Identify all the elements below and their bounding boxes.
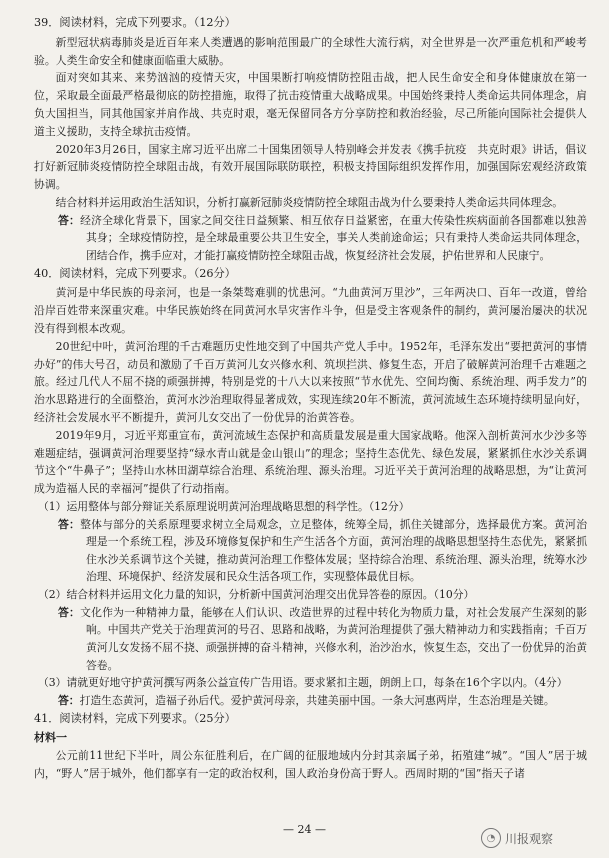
question-41-header: 41．阅读材料，完成下列要求。（25分） xyxy=(34,711,236,725)
q40-sub3-answer-text: 打造生态黄河，造福子孙后代。爱护黄河母亲，共建美丽中国。一条大河惠两岸，生态治理是关键。 xyxy=(79,694,555,708)
q40-paragraph-1: 黄河是中华民族的母亲河，也是一条桀骜难驯的忧患河。“九曲黄河万里沙”，三年两决口、百年一改道，曾给沿岸百姓带来深重灾难。中华民族始终在同黄河水旱灾害作斗争，但是受主客观条件的制约，黄河屡治屡决的状况没有得到根本改观。 xyxy=(34,286,587,335)
watermark xyxy=(481,828,553,848)
q41-material-title: 材料一 xyxy=(34,731,67,745)
watermark-text: 川报观察 xyxy=(505,831,554,846)
question-39-header: 39．阅读材料，完成下列要求。（12分） xyxy=(34,16,236,29)
q40-sub2-answer xyxy=(34,604,587,674)
q39-paragraph-3: 2020年3月26日，国家主席习近平出席二十国集团领导人特别峰会并发表《携手抗疫 共克时艰》讲话，倡议打好新冠肺炎疫情防控全球阻击战，有效开展国际联防联控，积极支持国际组织发挥作用，加强国际宏观经济政策协调。 xyxy=(34,142,587,192)
q40-sub3-question: （3）请就更好地守护黄河撰写两条公益宣传广告用语。要求紧扣主题，朗朗上口，每条在16个字以内。（4分） xyxy=(38,676,568,690)
q39-paragraph-1: 新型冠状病毒肺炎是近百年来人类遭遇的影响范围最广的全球性大流行病，对全世界是一次严重危机和严峻考验。人类生命安全和健康面临重大威胁。 xyxy=(34,35,587,67)
answer-label: 答： xyxy=(58,213,81,227)
q39-answer-text: 经济全球化背景下，国家之间交往日益频繁、相互依存日益紧密，在重大传染性疾病面前各国都难以独善其身；全球疫情防控，是全球最重要公共卫生安全，事关人类前途命运；只有秉持人类命运共同体理念，团结合作，携手应对，才能打赢疫情防控全球阻击战，恢复经济社会发展，护佑世界和人民康宁。 xyxy=(80,213,588,262)
q41-paragraph-1: 公元前11世纪下半叶，周公东征胜利后，在广阔的征服地域内分封其亲属子弟，拓殖建“城”。“国人”居于城内，“野人”居于城外，他们都享有一定的政治权利，国人政治身份高于野人。西周时期的“国”指天子诸 xyxy=(34,749,587,781)
q40-sub2-question: （2）结合材料并运用文化力量的知识，分析新中国黄河治理交出优异答卷的原因。（10分） xyxy=(38,588,475,602)
q40-sub2-answer-text: 文化作为一种精神力量，能够在人们认识、改造世界的过程中转化为物质力量，对社会发展产生深刻的影响。中国共产党关于治理黄河的号召、思路和战略，为黄河治理提供了强大精神动力和实践指南；千百万黄河儿女发扬不屈不挠、顽强拼搏的奋斗精神，兴修水利，治沙治水，恢复生态，交出了一份优异的治黄答卷。 xyxy=(80,605,588,672)
q40-paragraph-3: 2019年9月，习近平郑重宣布，黄河流域生态保护和高质量发展是重大国家战略。他深入剖析黄河水少沙多等难题症结，强调黄河治理要坚持“绿水青山就是金山银山”的理念；坚持生态优先、绿色发展，紧紧抓住水沙关系调节这个“牛鼻子”；坚持山水林田湖草综合治理、系统治理、源头治理。习近平关于黄河治理的战略思想，为“让黄河成为造福人民的幸福河”提供了行动指南。 xyxy=(34,428,587,496)
q40-sub3-answer xyxy=(34,692,587,710)
question-40-header: 40．阅读材料，完成下列要求。（26分） xyxy=(34,266,236,280)
answer-label: 答： xyxy=(58,517,81,531)
wechat-icon: ◔ xyxy=(481,828,501,848)
answer-label: 答： xyxy=(58,605,81,619)
q39-task: 结合材料并运用政治生活知识，分析打赢新冠肺炎疫情防控全球阻击战为什么要秉持人类命运共同体理念。 xyxy=(55,195,564,209)
q39-paragraph-2: 面对突如其来、来势汹汹的疫情天灾，中国果断打响疫情防控阻击战，把人民生命安全和身体健康放在第一位，采取最全面最严格最彻底的防控措施，取得了抗击疫情重大战略成果。中国始终秉持人类命运共同体理念，肩负大国担当，同其他国家并肩作战、共克时艰，毫无保留同各方分享防控和救治经验，尽己所能向国际社会提供人道主义援助，支持全球抗击疫情。 xyxy=(34,71,587,138)
answer-label: 答： xyxy=(58,694,80,708)
q40-sub1-answer xyxy=(34,516,587,586)
page-number: — 24 — xyxy=(283,823,326,836)
q40-sub1-answer-text: 整体与部分的关系原理要求树立全局观念，立足整体，统筹全局，抓住关键部分，选择最优方案。黄河治理是一个系统工程，涉及环境修复保护和生产生活各个方面，黄河治理的战略思想坚持生态优先，紧紧抓住水沙关系调节这个关键，推动黄河治理工作整体发展；坚持综合治理、系统治理、源头治理，统筹水沙治理、环境保护、经济发展和民众生活各项工作，实现整体最优目标。 xyxy=(80,517,588,584)
q40-sub1-question: （1）运用整体与部分辩证关系原理说明黄河治理战略思想的科学性。（12分） xyxy=(38,499,410,513)
q39-answer xyxy=(34,212,587,265)
q40-paragraph-2: 20世纪中叶，黄河治理的千古难题历史性地交到了中国共产党人手中。1952年，毛泽东发出“要把黄河的事情办好”的伟大号召，动员和激励了千百万黄河儿女兴修水利、筑坝拦洪、修复生态，开启了破解黄河治理千古难题之旅。经过几代人不屈不挠的顽强拼搏，特别是党的十八大以来按照“节水优先、空间均衡、系统治理、两手发力”的治水思路进行的全面整治，黄河水沙治理取得显著成效，实现连续20年不断流，黄河流域生态环境持续明显向好，经济社会发展水平不断提升，黄河儿女交出了一份优异的治黄答卷。 xyxy=(34,339,587,424)
